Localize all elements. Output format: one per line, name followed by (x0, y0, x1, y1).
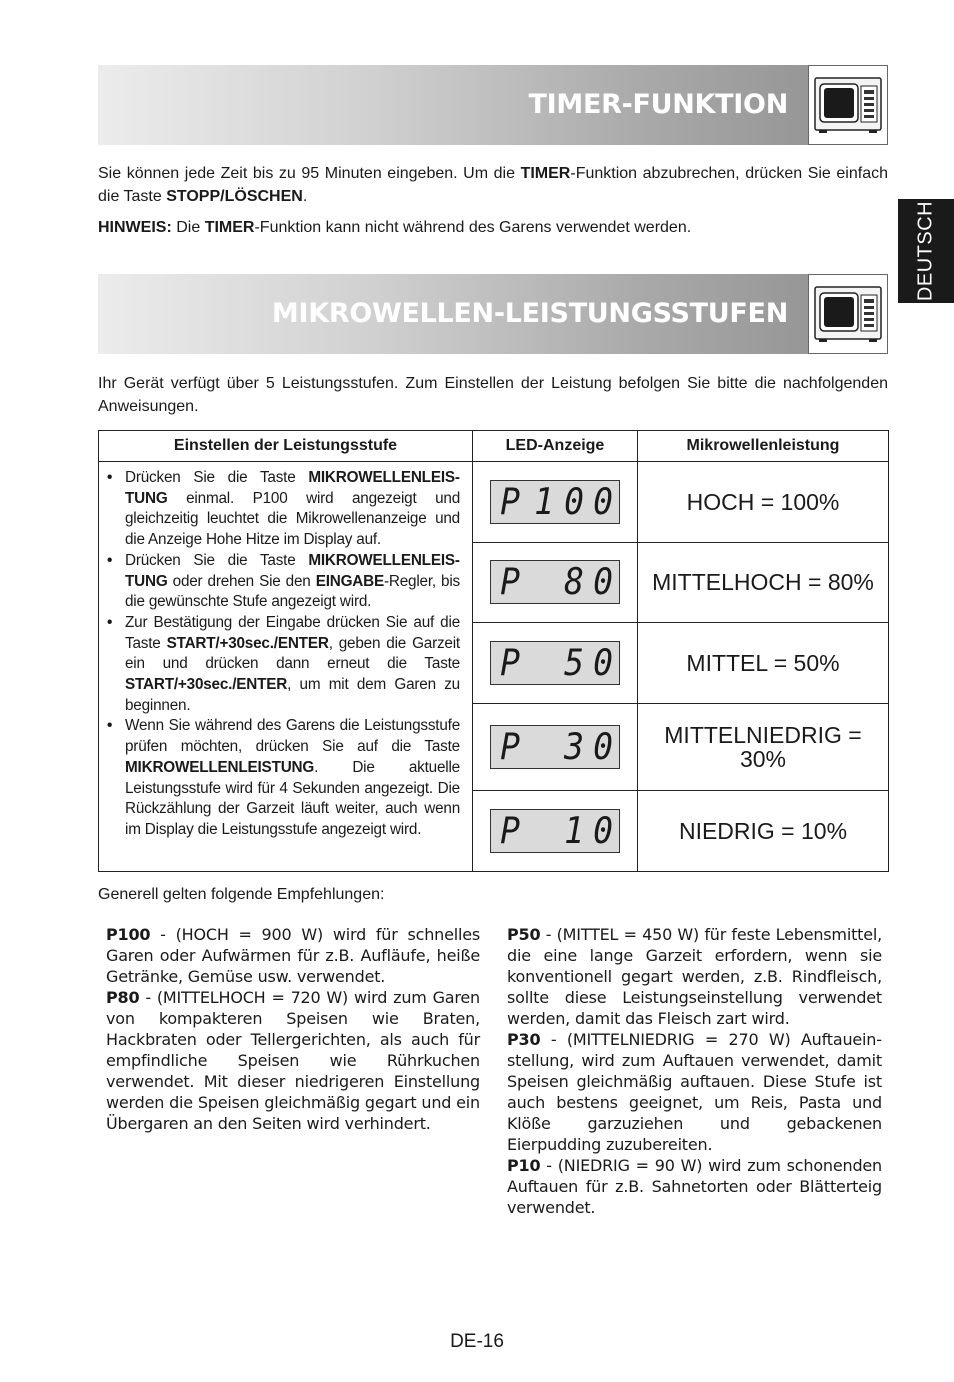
power-code: P30 (507, 1030, 541, 1049)
led-digit: 0 (593, 479, 613, 523)
recommendation (507, 924, 882, 1029)
power-code: P100 (106, 925, 151, 944)
microwave-icon (813, 281, 885, 347)
instruction-step (107, 613, 460, 717)
led-display (490, 480, 620, 524)
power-level-label: MITTEL = 50% (638, 623, 889, 704)
power-level-label: MITTELNIEDRIG = 30% (638, 703, 889, 791)
led-digit: P (500, 479, 520, 523)
note-label: HINWEIS: (98, 219, 172, 236)
key-label: START/+30sec./ENTER (166, 634, 329, 652)
power-banner (98, 274, 888, 354)
recommendation (507, 1155, 882, 1218)
table-header-row (99, 431, 889, 462)
timer-intro (98, 162, 888, 208)
step-text: . Die aktuelle Leistungsstufe wird für 4 Sekunden angezeigt. Die Rückzählung der Garzeit läuft weiter, auch wenn im Display die Leistungsstufe angezeigt wird. (125, 758, 460, 838)
recommendation-text: - (MITTELHOCH = 720 W) wird zum Garen von kompakteren Speisen wie Braten, Hackbraten oder Tellergerichten, als auch für empfindliche Speisen wie Rührkuchen verwendet. Mit dieser niedrigeren Einstellung werden die Speisen gleichmäßig gegart und ein Übergaren an den Seiten wird verhindert. (106, 988, 480, 1133)
led-display (490, 560, 620, 604)
led-cell (473, 542, 638, 623)
microwave-icon (813, 72, 885, 138)
key-label: START/+30sec./ENTER (125, 676, 288, 694)
step-text: Drücken Sie die Taste (125, 469, 309, 486)
led-digit (531, 728, 557, 765)
led-digit: 3 (564, 725, 584, 768)
page-number: DE-16 (450, 1331, 504, 1352)
instructions-cell (99, 462, 473, 872)
led-display (490, 809, 620, 853)
recommendation-text: - (MITTELNIEDRIG = 270 W) Auftaueinstellung, wird zum Auftauen verwendet, damit Speisen gleichmäßig auftauen. Diese Stufe ist auch bestens geeignet, um Reis, Pasta und Klöße garzuziehen und gebackenen Eierpudding zuzubereiten. (507, 1030, 882, 1154)
power-code: P10 (507, 1156, 541, 1175)
step-text: , um mit dem Garen zu beginnen. (125, 676, 460, 714)
led-digit: P (500, 725, 520, 768)
led-display (490, 725, 620, 769)
power-title: MIKROWELLEN-LEISTUNGSSTUFEN (271, 298, 788, 329)
power-level-label: MITTELHOCH = 80% (638, 542, 889, 623)
header-setting: Einstellen der Leistungsstufe (99, 431, 473, 462)
recommendations-left (106, 924, 480, 1134)
instruction-step (107, 551, 460, 613)
key-label: EINGABE (315, 572, 384, 590)
led-digit: 0 (564, 479, 584, 523)
led-digit (531, 564, 557, 601)
step-text: -Regler, bis die gewünschte Stufe angezeigt wird. (125, 572, 460, 611)
recommendation (106, 924, 480, 987)
recommendations-right (507, 924, 882, 1218)
header-power: Mikrowellenleistung (638, 431, 889, 462)
led-digit: P (500, 809, 520, 853)
led-cell (473, 791, 638, 872)
led-digit: 0 (593, 560, 613, 604)
table-row (99, 462, 889, 543)
led-digit: 0 (593, 640, 613, 684)
recommendation (507, 1029, 882, 1155)
note-text: -Funktion kann nicht während des Garens verwendet werden. (254, 219, 692, 236)
timer-intro-text: . (302, 188, 308, 205)
power-code: P50 (507, 925, 541, 944)
timer-keyword: TIMER (204, 219, 255, 236)
step-text: , geben die Garzeit ein und drücken dann erneut die Taste (125, 634, 460, 673)
stop-key-label: STOPP/LÖSCHEN (166, 188, 303, 205)
led-digit (531, 644, 557, 681)
power-level-table (98, 430, 889, 872)
general-recommendations: Generell gelten folgende Empfehlungen: (98, 886, 385, 903)
timer-intro-text: -Funktion abzubrechen, drücken Sie einfach die Taste (98, 165, 888, 205)
microwave-icon-box (808, 274, 888, 354)
led-cell (473, 703, 638, 791)
recommendation-text: - (MITTEL = 450 W) für feste Lebensmittel, die eine lange Garzeit erfordern, wenn sie konventionell gegart werden, z.B. Rindfleisch, sollte diese Leistungseinstellung verwendet werden, damit das Fleisch zart wird. (507, 925, 882, 1028)
timer-keyword: TIMER (520, 165, 571, 182)
power-level-label: NIEDRIG = 10% (638, 791, 889, 872)
led-digit (531, 812, 557, 849)
led-digit: 1 (534, 479, 554, 523)
recommendation-text: - (HOCH = 900 W) wird für schnelles Garen oder Aufwärmen für z.B. Aufläufe, heiße Getränke, Gemüse usw. verwendet. (106, 925, 480, 986)
recommendation (106, 987, 480, 1134)
timer-title: TIMER-FUNKTION (528, 89, 788, 120)
led-digit: 1 (564, 809, 584, 853)
led-digit: P (500, 640, 520, 684)
led-digit: 8 (564, 560, 584, 604)
led-cell (473, 462, 638, 543)
key-label: MIKROWELLENLEISTUNG (125, 469, 460, 507)
led-display (490, 641, 620, 685)
note-text: Die (171, 219, 205, 236)
microwave-icon-box (808, 65, 888, 145)
led-cell (473, 623, 638, 704)
led-digit: 5 (564, 640, 584, 684)
led-digit: 0 (593, 809, 613, 853)
power-intro: Ihr Gerät verfügt über 5 Leistungsstufen. Zum Einstellen der Leistung befolgen Sie bitte die nachfolgenden Anweisungen. (98, 375, 888, 415)
step-text: Zur Bestätigung der Eingabe drücken Sie auf die Taste (125, 613, 460, 652)
step-text: oder drehen Sie den (167, 572, 316, 590)
step-text: Wenn Sie während des Garens die Leistungsstufe prüfen möchten, drücken Sie auf die Taste (125, 717, 460, 756)
step-text: einmal. P100 wird angezeigt und gleichzeitig leuchtet die Mikrowellenanzeige und die Anzeige Hohe Hitze im Display auf. (125, 489, 460, 549)
key-label: MIKROWELLENLEISTUNG (125, 551, 460, 590)
key-label: MIKROWELLENLEISTUNG (125, 758, 315, 776)
timer-banner (98, 65, 888, 145)
instruction-step (107, 716, 460, 840)
language-tab-label: DEUTSCH (914, 200, 937, 302)
timer-intro-text: Sie können jede Zeit bis zu 95 Minuten eingeben. Um die (98, 165, 521, 182)
recommendation-text: - (NIEDRIG = 90 W) wird zum schonenden Auftauen für z.B. Sahnetorten oder Blätterteig verwendet. (507, 1156, 882, 1217)
power-level-label: HOCH = 100% (638, 462, 889, 543)
timer-note (98, 216, 888, 239)
instruction-step (107, 468, 460, 551)
language-tab (898, 199, 954, 303)
led-digit: P (500, 560, 520, 604)
instruction-list (107, 468, 460, 841)
header-led: LED-Anzeige (473, 431, 638, 462)
step-text: Drücken Sie die Taste (125, 551, 309, 569)
power-code: P80 (106, 988, 140, 1007)
led-digit: 0 (593, 725, 613, 768)
